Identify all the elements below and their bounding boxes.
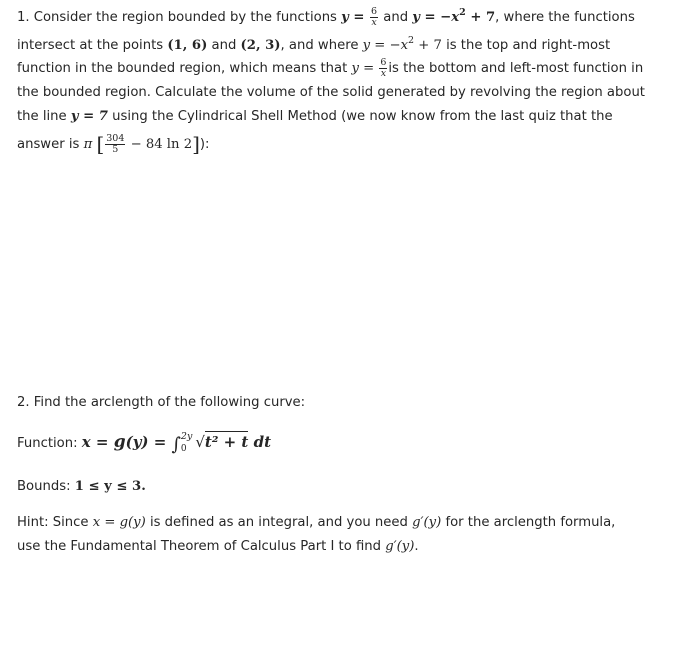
problem2-hint-line1 (17, 514, 615, 532)
math-pi: π (83, 137, 93, 152)
text: use the Fundamental Theorem of Calculus Part I to find (17, 539, 386, 554)
problem1-line5 (17, 108, 613, 126)
text: . (414, 539, 419, 554)
radicand: t² + t (204, 432, 249, 451)
problem1-line2 (17, 32, 610, 55)
math-y: y (341, 10, 349, 25)
denominator: 5 (112, 143, 119, 155)
math-eq: = (348, 10, 370, 25)
math-plus7: + 7 (465, 10, 496, 25)
numerator: 6 (380, 57, 387, 68)
math-y: y (412, 10, 420, 25)
problem2-function (17, 432, 271, 454)
fraction-6-over-x (370, 7, 378, 27)
math-expr: x = g(y) (92, 515, 146, 530)
math-x: x (451, 10, 460, 25)
upper-limit: 2y (180, 431, 193, 442)
text: Hint: Since (17, 515, 93, 530)
denominator: x (371, 16, 377, 28)
fraction-6-over-x (379, 58, 387, 78)
text: function in the bounded region, which means that (17, 61, 352, 76)
integral-limits (181, 432, 192, 454)
text: , where the functions (495, 10, 635, 25)
point-2: (2, 3) (240, 38, 281, 53)
numerator: 304 (106, 133, 125, 144)
text: ): (199, 137, 210, 152)
text: Function: (17, 435, 82, 451)
text: is defined as an integral, and you need (145, 515, 413, 530)
math-g: g (113, 431, 126, 452)
math-bounds: 1 ≤ y ≤ 3. (74, 479, 146, 494)
integral-sign: ∫ (171, 433, 181, 455)
math-arg: (y) (125, 432, 149, 451)
text: the line (17, 109, 71, 124)
text: Bounds: (17, 479, 75, 494)
math-expr: y = (351, 61, 379, 76)
math-expr: − 84 ln 2 (126, 137, 193, 152)
problem1-line4 (17, 84, 645, 102)
text: for the arclength formula, (441, 515, 616, 530)
math-dt: dt (248, 432, 271, 451)
math-eq: = − (419, 10, 452, 25)
fraction-304-over-5 (105, 134, 125, 154)
math-expr: y = 7 (70, 109, 108, 124)
text: the bounded region. Calculate the volume of the solid generated by revolving the region about (17, 85, 645, 100)
right-bracket: ] (192, 132, 200, 156)
text: is the bottom and left-most function in (388, 61, 644, 76)
exponent: 2 (459, 7, 466, 18)
math-eq: = (90, 432, 114, 451)
problem2-hint-line2 (17, 538, 419, 556)
numerator: 6 (371, 6, 378, 17)
sqrt-sign: √ (195, 432, 205, 451)
text: and (207, 38, 241, 53)
text: intersect at the points (17, 38, 168, 53)
text: answer is (17, 137, 84, 152)
math-eq: = (148, 432, 172, 451)
text: using the Cylindrical Shell Method (we now know from the last quiz that the (107, 109, 613, 124)
math-expr: g′(y) (385, 539, 415, 554)
text: is the top and right-most (441, 38, 611, 53)
problem2-bounds (17, 478, 146, 496)
denominator: x (380, 67, 387, 79)
exponent: 2 (408, 35, 415, 46)
text: and (379, 10, 413, 25)
text: 2. Find the arclength of the following curve: (17, 395, 306, 410)
lower-limit: 0 (180, 443, 187, 454)
text: , and where (280, 38, 363, 53)
math-expr: y = −x (362, 38, 409, 53)
math-plus7: + 7 (414, 38, 442, 53)
problem1-line3 (17, 58, 643, 78)
left-bracket: [ (96, 132, 105, 156)
problem1-line6 (17, 134, 210, 154)
problem2-title (17, 394, 305, 412)
text: 1. Consider the region bounded by the functions (17, 10, 342, 25)
point-1: (1, 6) (167, 38, 208, 53)
problem1-line1 (17, 4, 635, 27)
math-x: x (81, 432, 91, 451)
math-expr: g′(y) (412, 515, 442, 530)
